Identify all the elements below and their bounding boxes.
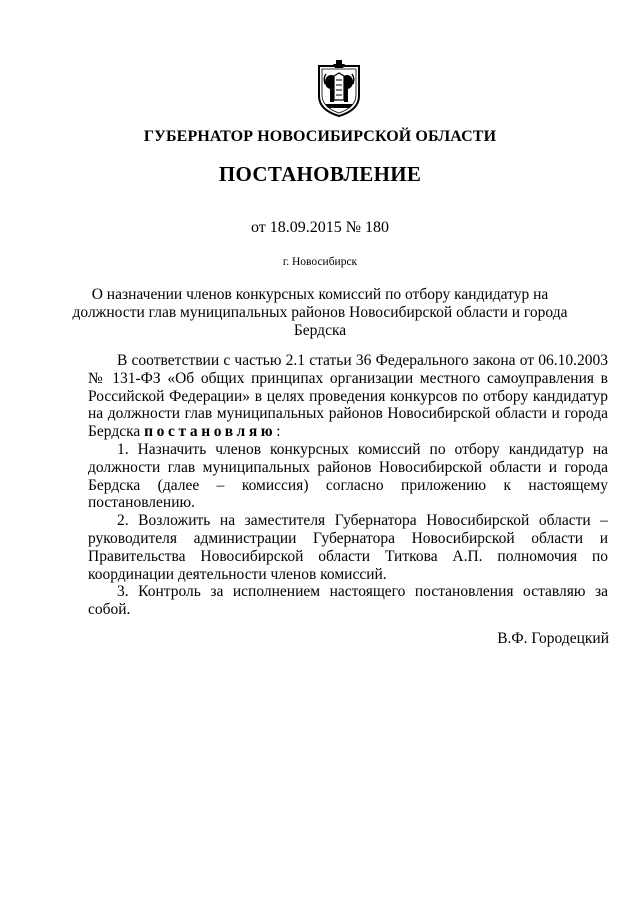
signature: В.Ф. Городецкий xyxy=(497,630,609,647)
organization-title: ГУБЕРНАТОР НОВОСИБИРСКОЙ ОБЛАСТИ xyxy=(143,128,497,145)
document-date-number: от 18.09.2015 № 180 xyxy=(250,219,390,236)
document-type: ПОСТАНОВЛЕНИЕ xyxy=(218,162,422,186)
item-paragraph-3: 3. Контроль за исполнением настоящего постановления оставляю за собой. xyxy=(88,583,608,619)
item-paragraph-2: 2. Возложить на заместителя Губернатора Новосибирской области – руководителя администрации Губернатора Новосибирской области и Правительства Новосибирской области Титкова А.П. полномочия по координации деятельности членов комиссий. xyxy=(88,512,608,583)
item-paragraph-1: 1. Назначить членов конкурсных комиссий по отбору кандидатур на должности глав муниципальных районов Новосибирской области и города Бердска (далее – комиссия) согласно приложению к настоящему постановлению. xyxy=(88,440,608,512)
document-body xyxy=(88,352,608,619)
decree-word: постановляю xyxy=(144,423,277,441)
preamble-text: В соответствии с частью 2.1 статьи 36 Федерального закона от 06.10.2003 № 131-ФЗ «Об общих принципах организации местного самоуправления в Российской Федерации» в целях проведения конкурсов по отбору кандидатур на должности глав муниципальных районов Новосибирской области и города Бердска xyxy=(88,352,608,441)
document-subject: О назначении членов конкурсных комиссий по отбору кандидатур на должности глав муниципальных районов Новосибирской области и города Бердска xyxy=(72,286,568,339)
document-city: г. Новосибирск xyxy=(282,256,358,268)
coat-of-arms-icon xyxy=(316,60,362,118)
decree-colon: : xyxy=(276,423,281,441)
preamble-paragraph xyxy=(88,352,608,441)
